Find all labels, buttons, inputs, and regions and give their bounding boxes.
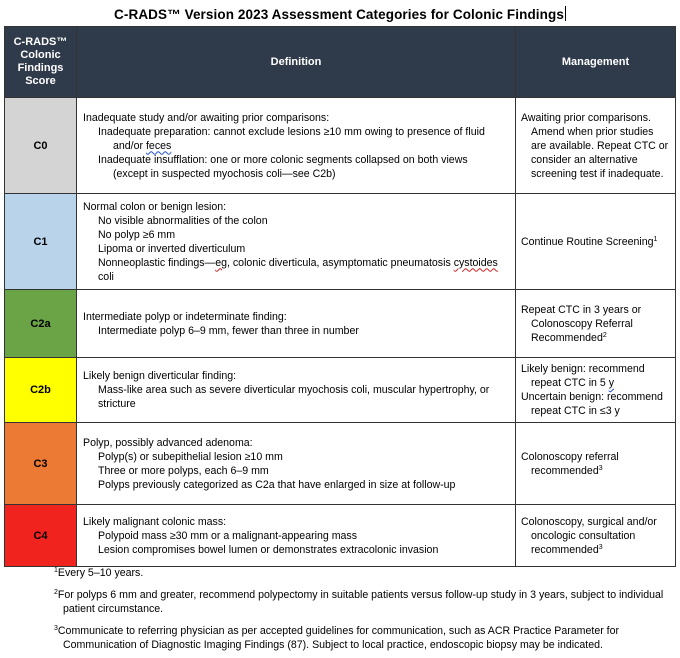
management-text-main: Colonoscopy Referral Recommended [531,317,633,344]
table-row [5,194,676,290]
definition-text: Nonneoplastic findings— [98,256,216,269]
definition-heading: Normal colon or benign lesion: [83,200,227,213]
management-text: Uncertain benign: recommend [521,391,663,403]
footnote-text: Every 5–10 years. [57,567,144,579]
footnote-number: 1 [54,567,58,574]
spellcheck-word: feces [145,139,172,152]
footnote-text: Communicate to referring physician as per accepted guidelines for communication, such as ACR Practice Parameter for Communication of Diagnostic Imaging Findings (87). Subject to local practice, endoscopic biopsy may be indicated. [57,625,620,651]
footnote-2 [54,586,674,616]
score-cell-c3: C3 [5,423,77,505]
definition-cell [77,290,516,358]
definition-item: Lesion compromises bowel lumen or demonstrates extracolonic invasion [98,543,439,556]
management-text [521,543,670,557]
management-cell [516,505,676,567]
management-text: Colonoscopy, surgical and/or [521,515,657,528]
footnote-ref: 3 [598,464,603,472]
footnote-ref: 1 [653,235,658,243]
management-text: Likely benign: recommend [521,363,645,375]
management-cell [516,98,676,194]
definition-item: No visible abnormalities of the colon [98,214,268,227]
definition-item [83,256,509,270]
header-score-line: Score [25,75,56,87]
management-text: Awaiting prior comparisons. [521,111,651,124]
score-cell-c2b: C2b [5,358,77,423]
management-text: Repeat CTC in 3 years or [521,303,642,316]
definition-cell [77,505,516,567]
title-text: C-RADS™ Version 2023 Assessment Categories for Colonic Findings [114,7,564,22]
management-cell [516,290,676,358]
header-management: Management [516,27,676,98]
definition-item: Polypoid mass ≥30 mm or a malignant-appearing mass [98,529,358,542]
definition-heading: Likely benign diverticular finding: [83,370,237,382]
definition-item-cont: coli [98,270,114,283]
management-text: repeat CTC in ≤3 y [531,405,620,417]
management-text-main: Continue Routine Screening [521,235,654,248]
table-row [5,505,676,567]
management-text-main: recommended [531,464,599,477]
definition-text: , colonic diverticula, asymptomatic pneumatosis [227,256,454,269]
table-row [5,290,676,358]
text-cursor [565,6,566,21]
footnote-text: For polyps 6 mm and greater, recommend polypectomy in suitable patients versus follow-up study in 3 years, subject to individual patient circumstance. [57,589,664,615]
header-score-line: C-RADS™ [13,36,68,48]
definition-item: Polyps previously categorized as C2a that have enlarged in size at follow-up [98,478,456,491]
definition-cell [77,194,516,290]
definition-item: Intermediate polyp 6–9 mm, fewer than three in number [98,324,359,337]
definition-item: No polyp ≥6 mm [98,228,176,241]
definition-heading: Intermediate polyp or indeterminate finding: [83,310,287,323]
score-cell-c0: C0 [5,98,77,194]
footnote-1 [54,564,674,580]
table-header-row [5,27,676,98]
definition-text: and/or [113,139,146,152]
management-text [521,235,670,249]
page-title [0,6,680,22]
definition-item: Polyp(s) or subepithelial lesion ≥10 mm [98,450,283,463]
definition-item-cont [83,139,509,153]
definition-heading: Inadequate study and/or awaiting prior comparisons: [83,111,330,124]
definition-item: Inadequate insufflation: one or more colonic segments collapsed on both views [98,153,468,166]
definition-cell [77,358,516,423]
header-score-line: Colonic [20,49,61,61]
management-text: Colonoscopy referral [521,450,619,463]
definition-item: Lipoma or inverted diverticulum [98,242,246,255]
table-row [5,423,676,505]
definition-item: Three or more polyps, each 6–9 mm [98,464,269,477]
spellcheck-word: eg [215,256,227,269]
footnote-number: 2 [54,589,58,596]
definition-item-cont: (except in suspected myochosis coli—see C2b) [113,167,336,180]
management-text: Amend when prior studies are available. Repeat CTC or consider an alternative screening test if inadequate. [531,125,669,180]
definition-heading: Polyp, possibly advanced adenoma: [83,436,253,449]
crads-table [4,26,676,567]
definition-heading: Likely malignant colonic mass: [83,515,227,528]
table-row [5,358,676,423]
spellcheck-word: cystoides [453,256,498,269]
header-score-line: Findings [17,62,64,74]
definition-item: Inadequate preparation: cannot exclude lesions ≥10 mm owing to presence of fluid [98,125,485,138]
header-definition: Definition [77,27,516,98]
management-text-main: repeat CTC in 5 [531,377,609,389]
footnote-ref: 2 [602,331,607,339]
table-row [5,98,676,194]
score-cell-c1: C1 [5,194,77,290]
footnote-ref: 3 [598,543,603,551]
spellcheck-word: y [608,377,615,389]
footnote-3 [54,622,674,652]
footnote-number: 3 [54,625,58,632]
management-text [521,464,670,478]
header-score [5,27,77,98]
management-text [521,376,670,390]
management-cell [516,358,676,423]
management-text: oncologic consultation [531,529,636,542]
management-text-main: recommended [531,543,599,556]
score-cell-c4: C4 [5,505,77,567]
management-cell [516,423,676,505]
management-cell [516,194,676,290]
definition-item: Mass-like area such as severe diverticular myochosis coli, muscular hypertrophy, or stricture [98,384,490,410]
score-cell-c2a: C2a [5,290,77,358]
management-text [521,317,670,345]
definition-cell [77,98,516,194]
definition-cell [77,423,516,505]
footnotes [54,564,674,658]
